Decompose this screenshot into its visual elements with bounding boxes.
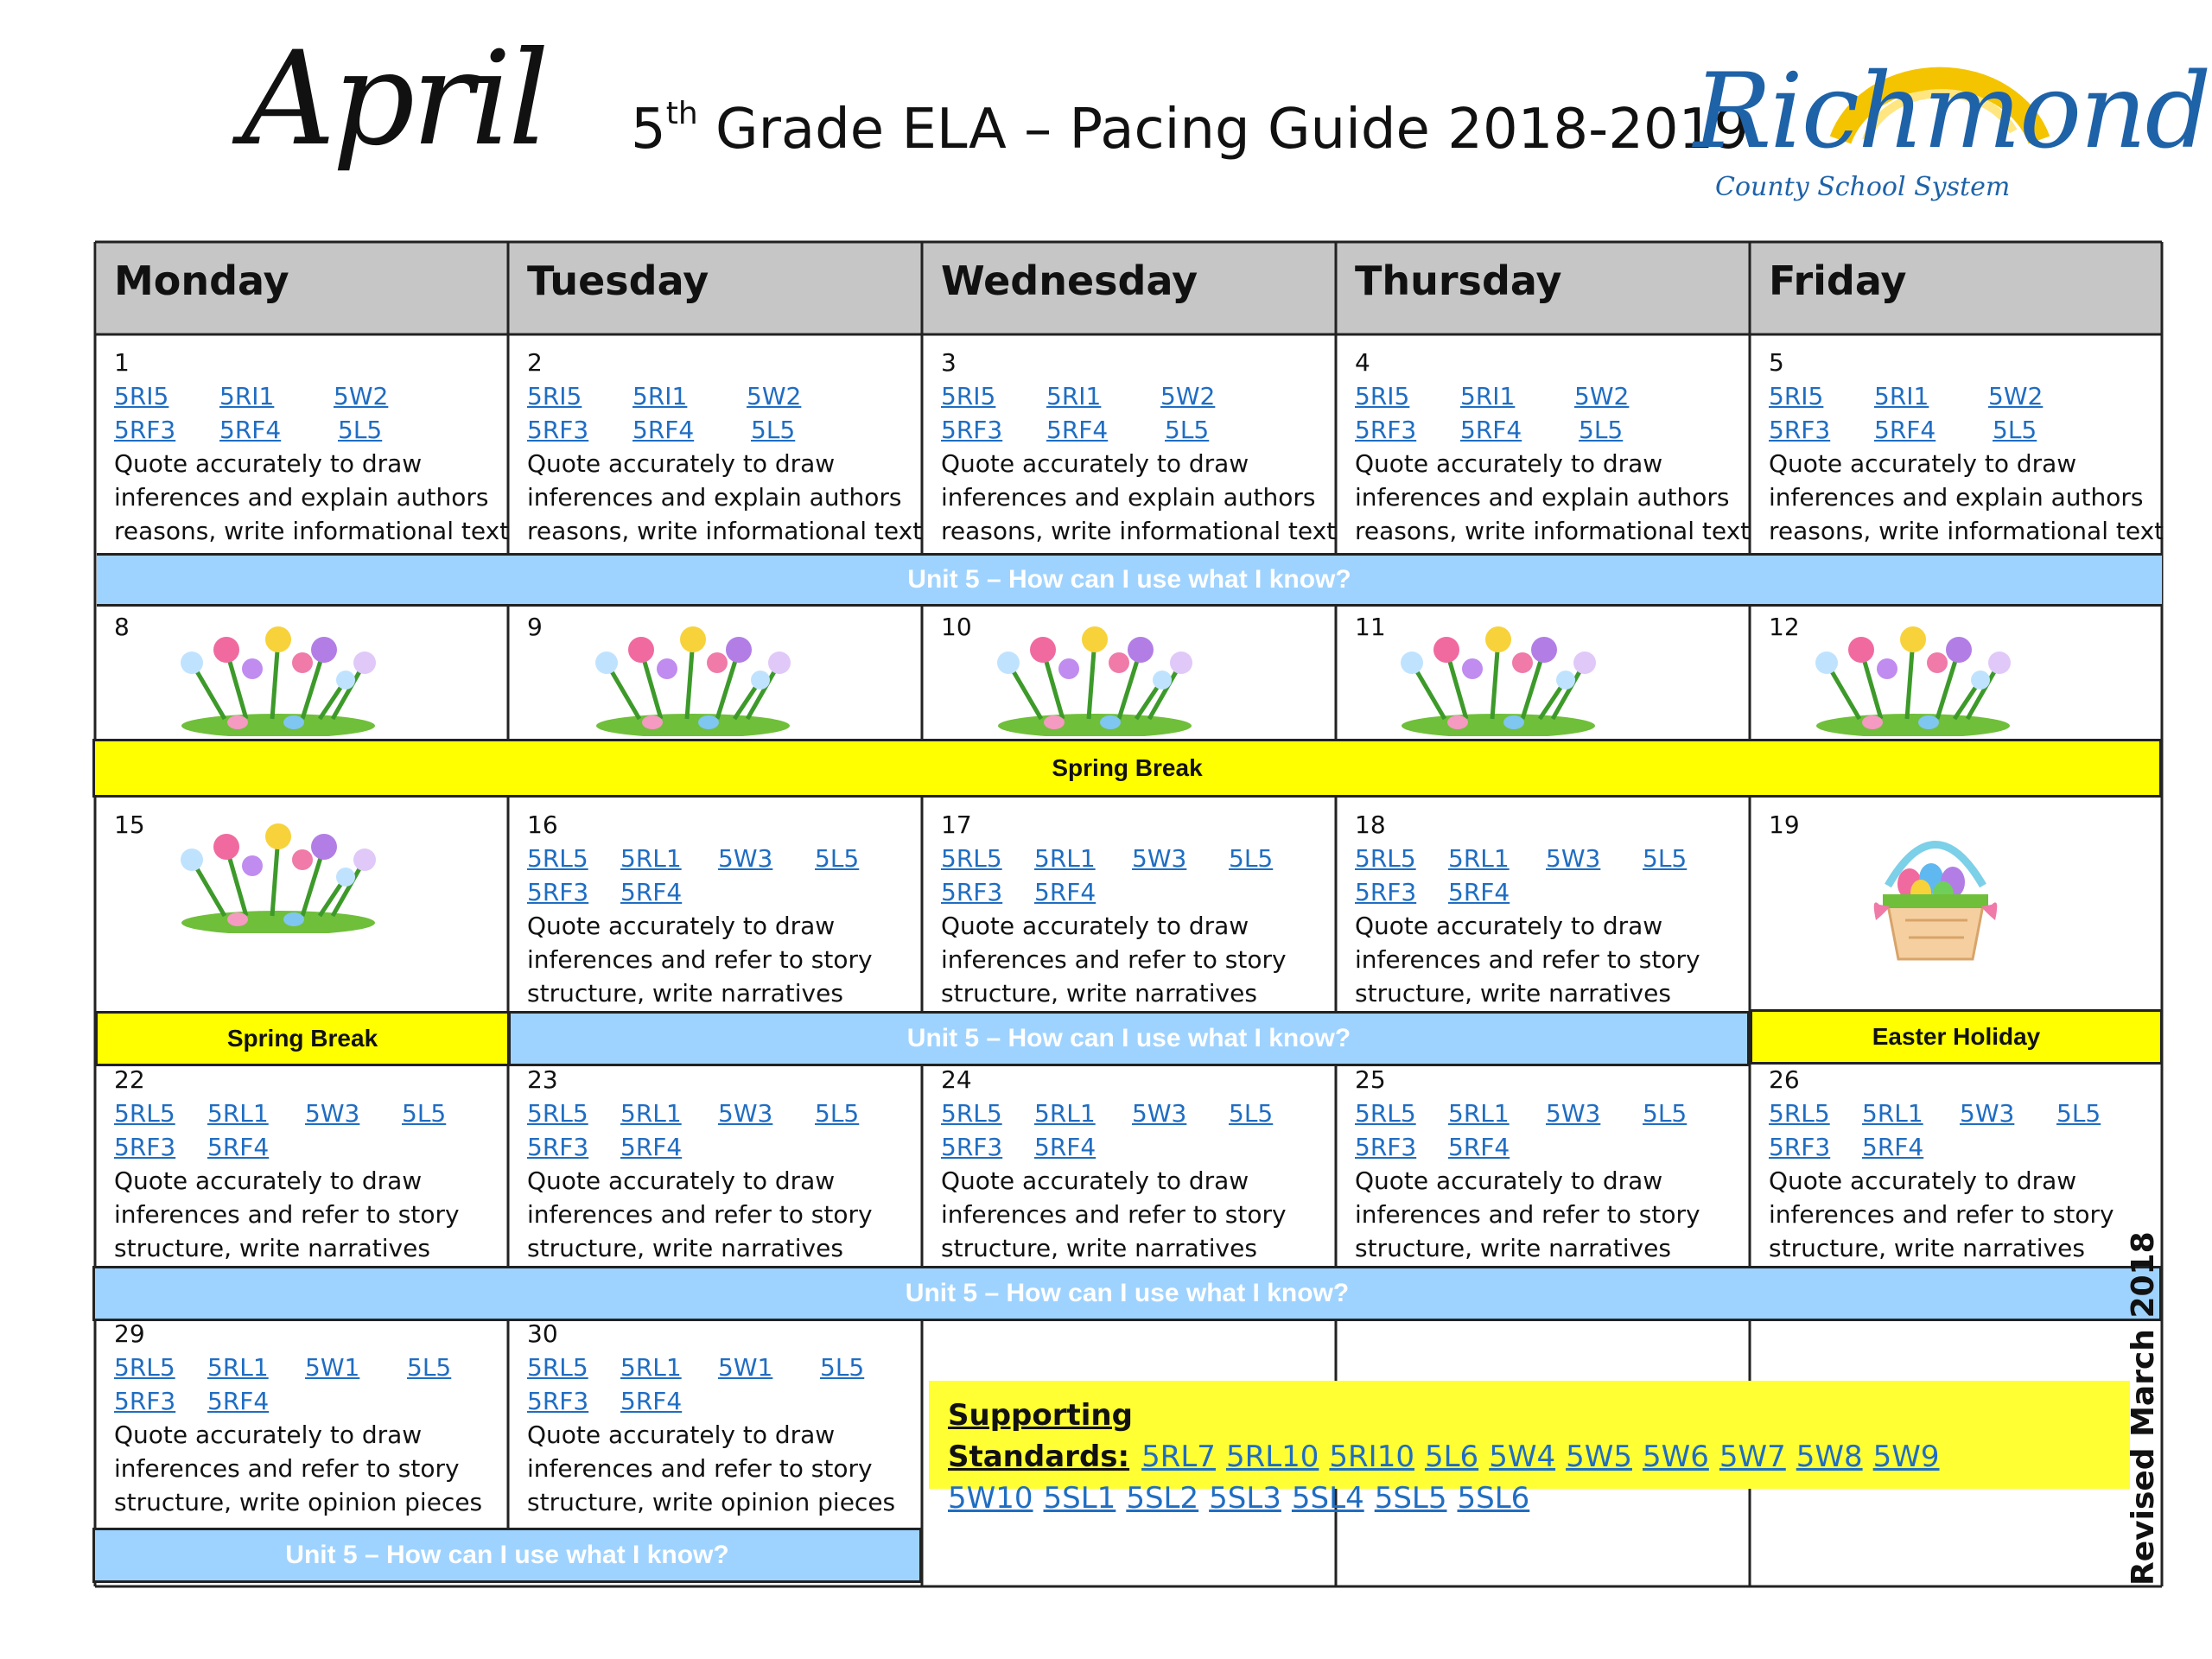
- unit-banner: Unit 5 – How can I use what I know?: [92, 1528, 922, 1583]
- standard-link[interactable]: 5W8: [1796, 1440, 1863, 1474]
- standard-link[interactable]: 5RI1: [632, 382, 688, 410]
- standard-link[interactable]: 5RL5: [941, 844, 1002, 873]
- day-number: 23: [527, 1065, 558, 1094]
- standard-link[interactable]: 5L5: [402, 1099, 447, 1128]
- standard-link[interactable]: 5L5: [751, 416, 796, 444]
- standard-link[interactable]: 5RL1: [620, 1353, 682, 1382]
- lesson-description: structure, write narratives: [941, 1234, 1257, 1262]
- standard-link[interactable]: 5SL5: [1374, 1481, 1447, 1516]
- lesson-description: structure, write narratives: [114, 1234, 430, 1262]
- day-number: 12: [1769, 613, 1800, 641]
- standard-link[interactable]: 5RF4: [1448, 1133, 1510, 1161]
- day-number: 10: [941, 613, 972, 641]
- standard-link[interactable]: 5RL1: [207, 1353, 269, 1382]
- day-number: 3: [941, 348, 957, 377]
- easter-basket-icon: [1871, 817, 2000, 968]
- spring-flowers-icon: [588, 615, 799, 736]
- standard-link[interactable]: 5W2: [1988, 382, 2044, 410]
- standard-link[interactable]: 5RF4: [1034, 878, 1096, 906]
- standard-link[interactable]: 5W2: [334, 382, 389, 410]
- day-number: 17: [941, 810, 972, 839]
- lesson-description: Quote accurately to draw: [941, 1166, 1249, 1195]
- standard-link[interactable]: 5RF4: [1862, 1133, 1924, 1161]
- lesson-description: inferences and refer to story: [1769, 1200, 2114, 1229]
- standard-link[interactable]: 5RL1: [207, 1099, 269, 1128]
- day-number: 15: [114, 810, 145, 839]
- standard-link[interactable]: 5RF3: [527, 1387, 589, 1415]
- day-number: 4: [1355, 348, 1370, 377]
- day-number: 26: [1769, 1065, 1800, 1094]
- unit-banner: Unit 5 – How can I use what I know?: [92, 1266, 2162, 1321]
- standard-link[interactable]: 5RF3: [114, 1133, 176, 1161]
- lesson-description: Quote accurately to draw: [1769, 449, 2077, 478]
- day-header-monday: Monday: [114, 257, 289, 304]
- standard-link[interactable]: 5W6: [1642, 1440, 1709, 1474]
- lesson-description: reasons, write informational text: [114, 517, 510, 545]
- standard-link[interactable]: 5RF3: [527, 878, 589, 906]
- standard-link[interactable]: 5RF3: [527, 416, 589, 444]
- standard-link[interactable]: 5SL4: [1291, 1481, 1364, 1516]
- standard-link[interactable]: 5RF4: [620, 1133, 683, 1161]
- standard-link[interactable]: 5RF4: [1874, 416, 1936, 444]
- lesson-description: inferences and refer to story: [114, 1454, 460, 1483]
- logo-wordmark: Richmond: [1694, 52, 2210, 172]
- standard-link[interactable]: 5RF4: [620, 1387, 683, 1415]
- standard-link[interactable]: 5RF3: [1769, 416, 1831, 444]
- standard-link[interactable]: 5RL5: [1769, 1099, 1830, 1128]
- day-number: 5: [1769, 348, 1784, 377]
- standard-link[interactable]: 5RF4: [207, 1133, 270, 1161]
- grade-number: 5: [631, 98, 666, 162]
- spring-flowers-icon: [173, 812, 385, 933]
- day-number: 8: [114, 613, 130, 641]
- lesson-description: structure, write narratives: [527, 1234, 843, 1262]
- spring-flowers-icon: [1808, 615, 2019, 736]
- standard-link[interactable]: 5RL5: [527, 1099, 588, 1128]
- standard-link[interactable]: 5RI5: [941, 382, 996, 410]
- standard-link[interactable]: 5L5: [1643, 844, 1688, 873]
- day-number: 22: [114, 1065, 145, 1094]
- standard-link[interactable]: 5RL1: [1034, 1099, 1096, 1128]
- standard-link[interactable]: 5W3: [1546, 1099, 1601, 1128]
- lesson-description: structure, write narratives: [1769, 1234, 2085, 1262]
- standard-link[interactable]: 5L6: [1424, 1440, 1479, 1474]
- lesson-description: structure, write narratives: [527, 979, 843, 1007]
- spring-break-banner: Spring Break: [92, 739, 2162, 798]
- standard-link[interactable]: 5L5: [1229, 844, 1274, 873]
- day-cell-22: [114, 1063, 503, 1265]
- standard-link[interactable]: 5RF4: [1460, 416, 1522, 444]
- spring-flowers-icon: [173, 615, 385, 736]
- standard-link[interactable]: 5W3: [718, 1099, 773, 1128]
- standard-link[interactable]: 5RF4: [1046, 416, 1109, 444]
- standard-link[interactable]: 5RL5: [527, 844, 588, 873]
- lesson-description: inferences and refer to story: [114, 1200, 460, 1229]
- standard-link[interactable]: 5RF3: [1355, 1133, 1417, 1161]
- revised-date: Revised March 2018: [2126, 1231, 2161, 1586]
- standard-link[interactable]: 5SL3: [1209, 1481, 1281, 1516]
- standard-link[interactable]: 5L5: [407, 1353, 452, 1382]
- standard-link[interactable]: 5W10: [948, 1481, 1033, 1516]
- lesson-description: reasons, write informational text: [1355, 517, 1751, 545]
- day-number: 11: [1355, 613, 1386, 641]
- lesson-description: inferences and explain authors: [1769, 483, 2144, 512]
- day-cell-4: [1355, 346, 1751, 548]
- standard-link[interactable]: 5L5: [338, 416, 383, 444]
- standard-link[interactable]: 5L5: [815, 1099, 860, 1128]
- day-cell-2: [527, 346, 923, 548]
- standard-link[interactable]: 5RL5: [1355, 844, 1416, 873]
- day-header-thursday: Thursday: [1355, 257, 1562, 304]
- standard-link[interactable]: 5RL5: [114, 1353, 175, 1382]
- standard-link[interactable]: 5L5: [1229, 1099, 1274, 1128]
- lesson-description: inferences and refer to story: [1355, 1200, 1700, 1229]
- lesson-description: Quote accurately to draw: [1355, 449, 1663, 478]
- day-cell-1: [114, 346, 510, 548]
- day-number: 25: [1355, 1065, 1386, 1094]
- standard-link[interactable]: 5RL5: [941, 1099, 1002, 1128]
- lesson-description: inferences and refer to story: [527, 1200, 873, 1229]
- standard-link[interactable]: 5W2: [1160, 382, 1216, 410]
- standard-link[interactable]: 5W1: [305, 1353, 360, 1382]
- standard-link[interactable]: 5SL6: [1457, 1481, 1530, 1516]
- standard-link[interactable]: 5RF4: [219, 416, 282, 444]
- standard-link[interactable]: 5L5: [1643, 1099, 1688, 1128]
- lesson-description: structure, write opinion pieces: [527, 1488, 896, 1516]
- day-cell-30: [527, 1317, 916, 1519]
- standard-link[interactable]: 5RI1: [1460, 382, 1516, 410]
- lesson-description: inferences and refer to story: [527, 945, 873, 974]
- lesson-description: Quote accurately to draw: [941, 912, 1249, 940]
- day-cell-26: [1769, 1063, 2158, 1265]
- standard-link[interactable]: 5RL5: [1355, 1099, 1416, 1128]
- standard-link[interactable]: 5W4: [1489, 1440, 1556, 1474]
- standard-link[interactable]: 5L5: [820, 1353, 865, 1382]
- standard-link[interactable]: 5W3: [1546, 844, 1601, 873]
- lesson-description: inferences and explain authors: [941, 483, 1316, 512]
- supporting-standards-box: [929, 1381, 2130, 1516]
- standard-link[interactable]: 5RI1: [219, 382, 275, 410]
- standard-link[interactable]: 5RL1: [620, 1099, 682, 1128]
- standard-link[interactable]: 5W3: [1132, 844, 1187, 873]
- lesson-description: Quote accurately to draw: [527, 449, 836, 478]
- lesson-description: structure, write narratives: [1355, 979, 1671, 1007]
- standard-link[interactable]: 5RI5: [1355, 382, 1410, 410]
- standard-link[interactable]: 5W3: [1132, 1099, 1187, 1128]
- standard-link[interactable]: 5RF3: [941, 416, 1003, 444]
- standard-link[interactable]: 5RI5: [114, 382, 169, 410]
- grade-suffix: th: [665, 96, 698, 131]
- day-header-wednesday: Wednesday: [941, 257, 1198, 304]
- standard-link[interactable]: 5L5: [815, 844, 860, 873]
- lesson-description: Quote accurately to draw: [114, 1166, 423, 1195]
- lesson-description: Quote accurately to draw: [1355, 1166, 1663, 1195]
- day-number: 2: [527, 348, 543, 377]
- standard-link[interactable]: 5RF3: [114, 1387, 176, 1415]
- standard-link[interactable]: 5RF3: [527, 1133, 589, 1161]
- standard-link[interactable]: 5RF3: [941, 878, 1003, 906]
- standard-link[interactable]: 5RF3: [1355, 416, 1417, 444]
- easter-holiday-banner: Easter Holiday: [1750, 1009, 2163, 1065]
- standard-link[interactable]: 5RI1: [1046, 382, 1102, 410]
- spring-flowers-icon: [989, 615, 1201, 736]
- day-header-tuesday: Tuesday: [527, 257, 709, 304]
- lesson-description: Quote accurately to draw: [527, 1421, 836, 1449]
- standard-link[interactable]: 5RL10: [1225, 1440, 1319, 1474]
- lesson-description: inferences and refer to story: [1355, 945, 1700, 974]
- standard-link[interactable]: 5RF4: [632, 416, 695, 444]
- standard-link[interactable]: 5RL7: [1141, 1440, 1216, 1474]
- standard-link[interactable]: 5SL1: [1043, 1481, 1116, 1516]
- day-cell-5: [1769, 346, 2164, 548]
- standard-link[interactable]: 5W2: [1574, 382, 1630, 410]
- standard-link[interactable]: 5W2: [747, 382, 802, 410]
- standard-link[interactable]: 5W3: [718, 844, 773, 873]
- lesson-description: inferences and refer to story: [941, 945, 1287, 974]
- standard-link[interactable]: 5W3: [1960, 1099, 2015, 1128]
- unit-banner: Unit 5 – How can I use what I know?: [508, 1011, 1750, 1066]
- standard-link[interactable]: 5L5: [1993, 416, 2037, 444]
- standard-link[interactable]: 5RF4: [620, 878, 683, 906]
- standard-link[interactable]: 5W7: [1719, 1440, 1786, 1474]
- lesson-description: structure, write narratives: [1355, 1234, 1671, 1262]
- day-number: 30: [527, 1319, 558, 1348]
- day-header-friday: Friday: [1769, 257, 1907, 304]
- standard-link[interactable]: 5RI10: [1329, 1440, 1414, 1474]
- day-cell-29: [114, 1317, 503, 1519]
- spring-break-banner: Spring Break: [95, 1011, 510, 1066]
- day-cell-3: [941, 346, 1337, 548]
- day-number: 19: [1769, 810, 1800, 839]
- standard-link[interactable]: 5RL1: [620, 844, 682, 873]
- month-title: April: [242, 24, 546, 175]
- lesson-description: Quote accurately to draw: [1769, 1166, 2077, 1195]
- spring-flowers-icon: [1393, 615, 1605, 736]
- logo-subtitle: County School System: [1715, 172, 2011, 202]
- day-number: 18: [1355, 810, 1386, 839]
- standard-link[interactable]: 5L5: [2056, 1099, 2101, 1128]
- standard-link[interactable]: 5L5: [1165, 416, 1210, 444]
- standard-link[interactable]: 5RI5: [1769, 382, 1824, 410]
- day-cell-25: [1355, 1063, 1744, 1265]
- lesson-description: inferences and refer to story: [941, 1200, 1287, 1229]
- day-number: 16: [527, 810, 558, 839]
- standard-link[interactable]: 5RI1: [1874, 382, 1929, 410]
- unit-banner: Unit 5 – How can I use what I know?: [97, 553, 2162, 607]
- day-cell-23: [527, 1063, 916, 1265]
- lesson-description: Quote accurately to draw: [1355, 912, 1663, 940]
- lesson-description: reasons, write informational text: [1769, 517, 2164, 545]
- lesson-description: inferences and explain authors: [114, 483, 489, 512]
- lesson-description: Quote accurately to draw: [527, 912, 836, 940]
- standard-link[interactable]: 5RF4: [207, 1387, 270, 1415]
- lesson-description: structure, write narratives: [941, 979, 1257, 1007]
- standard-link[interactable]: 5RL1: [1448, 1099, 1510, 1128]
- lesson-description: Quote accurately to draw: [114, 1421, 423, 1449]
- day-cell-18: [1355, 808, 1744, 1010]
- day-number: 24: [941, 1065, 972, 1094]
- supporting-standards-label: Supporting Standards:: [948, 1398, 1133, 1474]
- day-cell-16: [527, 808, 916, 1010]
- standard-link[interactable]: 5L5: [1579, 416, 1624, 444]
- lesson-description: Quote accurately to draw: [941, 449, 1249, 478]
- standard-link[interactable]: 5RF3: [1769, 1133, 1831, 1161]
- standard-link[interactable]: 5RF4: [1034, 1133, 1096, 1161]
- standard-link[interactable]: 5W3: [305, 1099, 360, 1128]
- day-cell-17: [941, 808, 1330, 1010]
- standard-link[interactable]: 5RI5: [527, 382, 582, 410]
- title-text: Grade ELA – Pacing Guide 2018-2019: [697, 98, 1750, 162]
- standard-link[interactable]: 5RL5: [114, 1099, 175, 1128]
- lesson-description: reasons, write informational text: [527, 517, 923, 545]
- standard-link[interactable]: 5W5: [1566, 1440, 1632, 1474]
- standard-link[interactable]: 5RL1: [1448, 844, 1510, 873]
- lesson-description: Quote accurately to draw: [527, 1166, 836, 1195]
- lesson-description: Quote accurately to draw: [114, 449, 423, 478]
- standard-link[interactable]: 5RF3: [941, 1133, 1003, 1161]
- day-number: 1: [114, 348, 130, 377]
- standard-link[interactable]: 5RF4: [1448, 878, 1510, 906]
- standard-link[interactable]: 5RF3: [1355, 878, 1417, 906]
- standard-link[interactable]: 5RF3: [114, 416, 176, 444]
- standard-link[interactable]: 5RL1: [1034, 844, 1096, 873]
- lesson-description: reasons, write informational text: [941, 517, 1337, 545]
- standard-link[interactable]: 5RL5: [527, 1353, 588, 1382]
- lesson-description: inferences and explain authors: [1355, 483, 1730, 512]
- standard-link[interactable]: 5RL1: [1862, 1099, 1923, 1128]
- lesson-description: inferences and refer to story: [527, 1454, 873, 1483]
- lesson-description: structure, write opinion pieces: [114, 1488, 483, 1516]
- lesson-description: inferences and explain authors: [527, 483, 902, 512]
- day-number: 29: [114, 1319, 145, 1348]
- standard-link[interactable]: 5W9: [1872, 1440, 1940, 1474]
- standard-link[interactable]: 5SL2: [1126, 1481, 1199, 1516]
- day-number: 9: [527, 613, 543, 641]
- day-cell-24: [941, 1063, 1330, 1265]
- standard-link[interactable]: 5W1: [718, 1353, 773, 1382]
